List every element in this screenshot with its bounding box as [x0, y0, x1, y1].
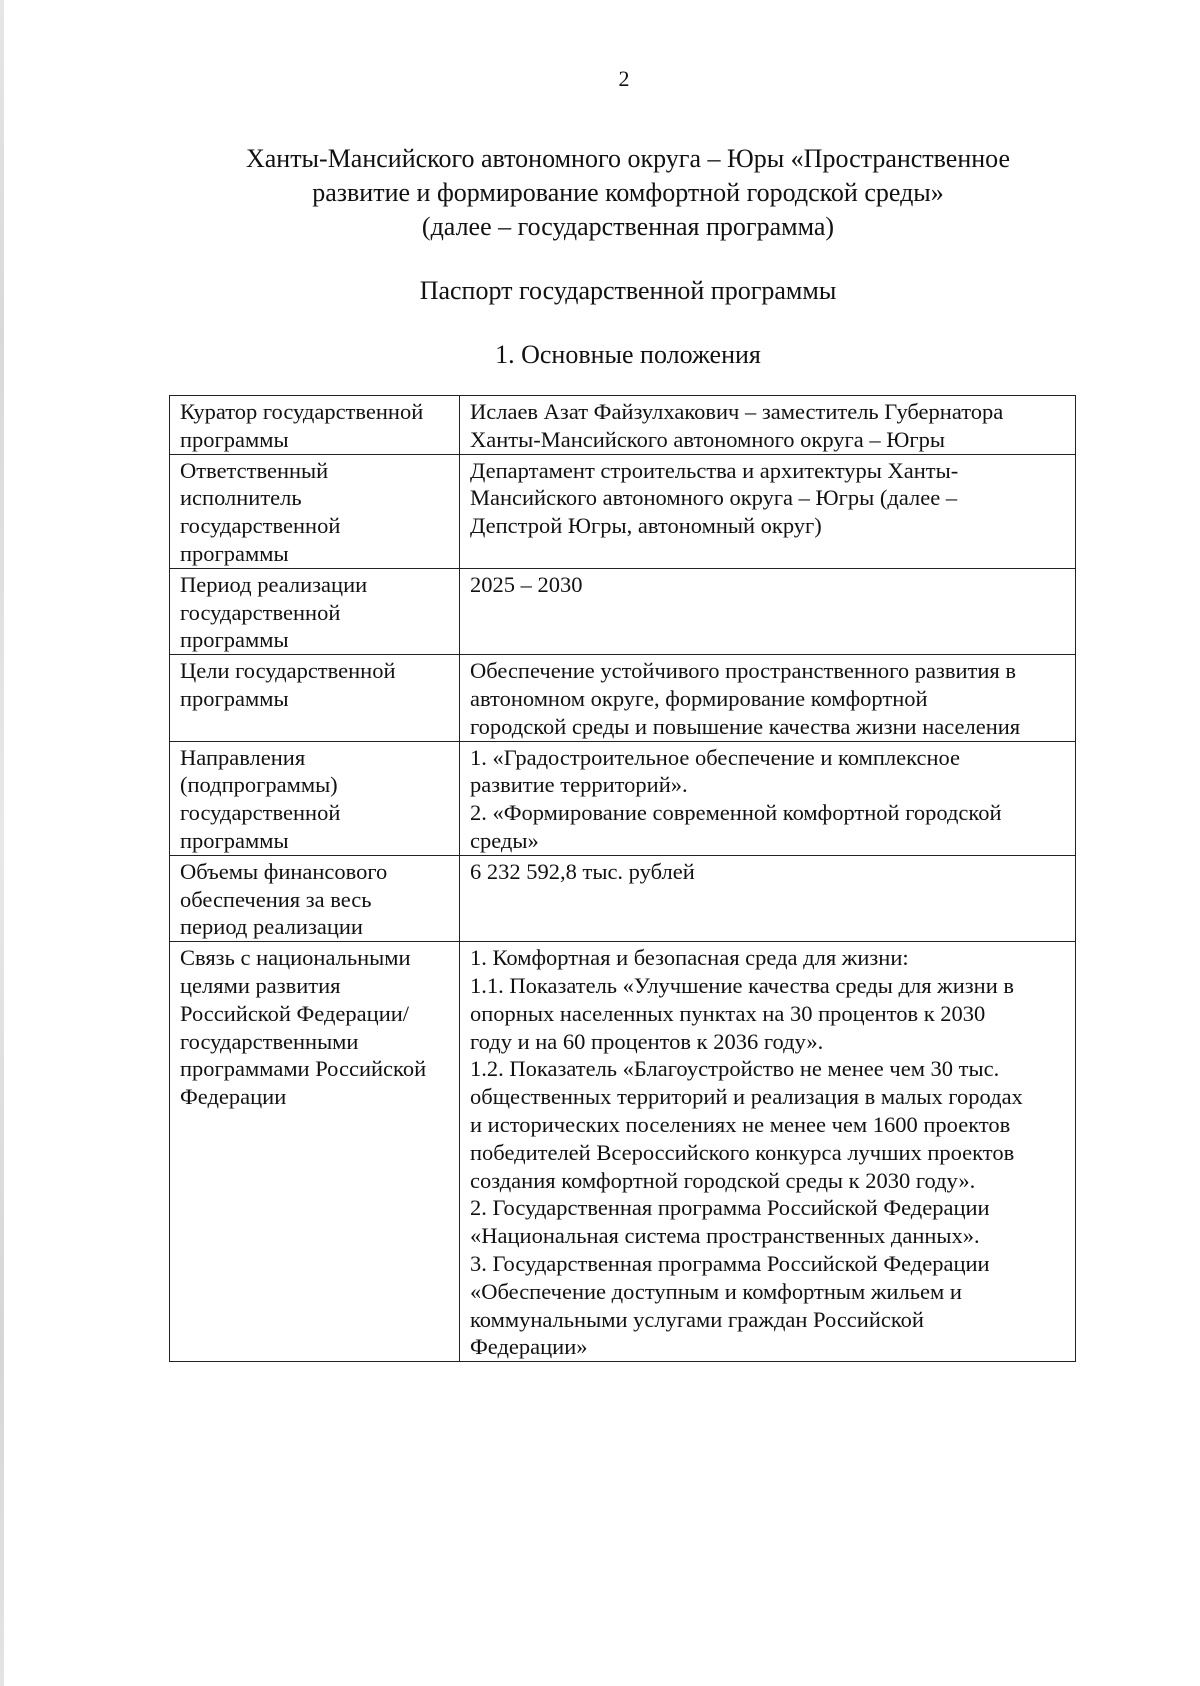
row-value-directions: 1. «Градостроительное обеспечение и комплексное развитие территорий». 2. «Формирование современной комфортной городской среды» — [460, 741, 1076, 855]
title-line-3: (далее – государственная программа) — [421, 212, 835, 241]
table-row — [170, 855, 1076, 941]
table-row — [170, 741, 1076, 855]
table-row — [170, 942, 1076, 1362]
page-number: 2 — [618, 66, 630, 91]
row-value-funding: 6 232 592,8 тыс. рублей — [460, 855, 1076, 941]
title-line-2: развитие и формирование комфортной городской среды» — [312, 178, 944, 207]
table-row — [170, 454, 1076, 568]
row-value-goals: Обеспечение устойчивого пространственного развития в автономном округе, формирование комфортной городской среды и повышение качества жизни населения — [460, 655, 1076, 741]
passport-table — [169, 395, 1076, 1362]
passport-heading: Паспорт государственной программы — [419, 276, 837, 305]
row-label-national-goals: Связь с национальными целями развития Российской Федерации/ государственными программами Российской Федерации — [170, 942, 460, 1362]
document-title — [170, 142, 1086, 244]
row-label-executor: Ответственный исполнитель государственной программы — [170, 454, 460, 568]
section-heading: 1. Основные положения — [495, 340, 761, 369]
table-row — [170, 568, 1076, 654]
row-value-period: 2025 – 2030 — [460, 568, 1076, 654]
table-row — [170, 396, 1076, 455]
scan-edge-artifact — [0, 0, 4, 1686]
table-row — [170, 655, 1076, 741]
title-line-1: Ханты-Мансийского автономного округа – Юры «Пространственное — [245, 144, 1011, 173]
row-value-national-goals: 1. Комфортная и безопасная среда для жизни: 1.1. Показатель «Улучшение качества среды для жизни в опорных населенных пунктах на 30 процентов к 2030 году и на 60 процентов к 2036 году». 1.2. Показатель «Благоустройство не менее чем 30 тыс. общественных территорий и реализация в малых городах и исторических поселениях не менее чем 1600 проектов победителей Всероссийского конкурса лучших проектов создания комфортной городской среды к 2030 году». 2. Государственная программа Российской Федерации «Национальная система пространственных данных». 3. Государственная программа Российской Федерации «Обеспечение доступным и комфортным жильем и коммунальными услугами граждан Российской Федерации» — [460, 942, 1076, 1362]
row-label-goals: Цели государственной программы — [170, 655, 460, 741]
row-label-directions: Направления (подпрограммы) государственной программы — [170, 741, 460, 855]
row-value-executor: Департамент строительства и архитектуры Ханты- Мансийского автономного округа – Югры (далее – Депстрой Югры, автономный округ) — [460, 454, 1076, 568]
row-value-curator: Ислаев Азат Файзулхакович – заместитель Губернатора Ханты-Мансийского автономного округа – Югры — [460, 396, 1076, 455]
row-label-funding: Объемы финансового обеспечения за весь период реализации — [170, 855, 460, 941]
row-label-period: Период реализации государственной программы — [170, 568, 460, 654]
row-label-curator: Куратор государственной программы — [170, 396, 460, 455]
